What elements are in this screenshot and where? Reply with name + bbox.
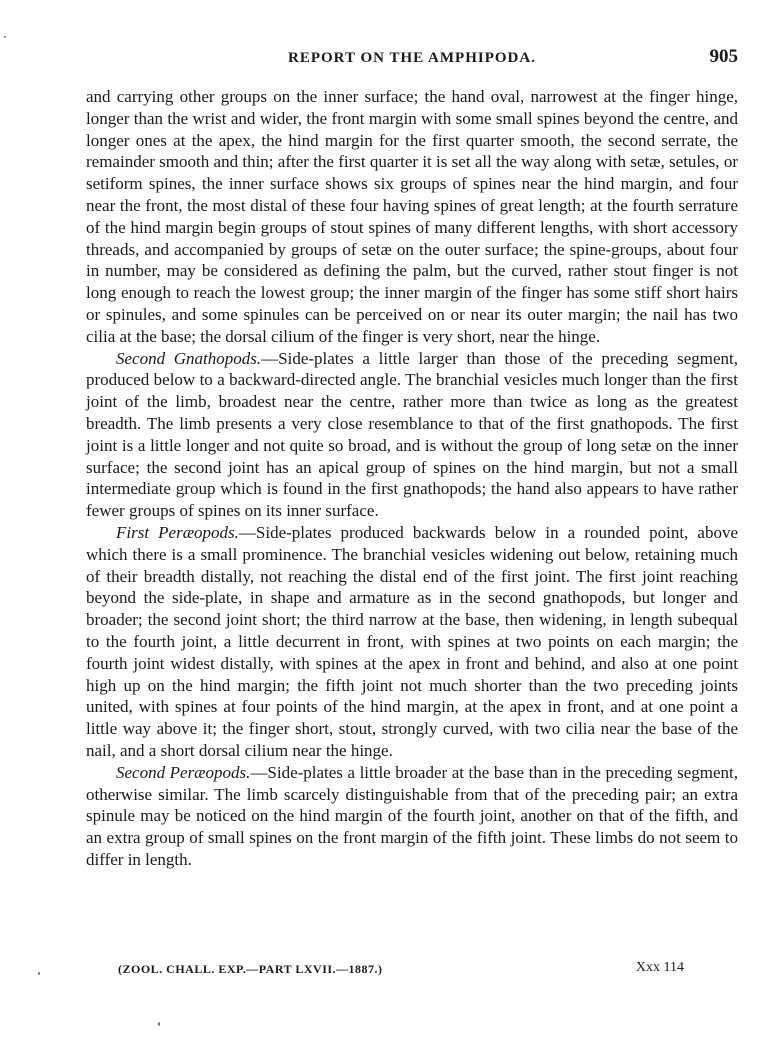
paragraph-text: —Side-plates produced backwards below in a rounded point, above which there is a small prominence. The branchial vesicles widening out below, retaining much of their breadth distally, not reaching the distal end of the first joint. The first joint reaching beyond the side-plate, in shape and armature as in the second gnathopods, but longer and broader; the second joint short; the third narrow at the base, then widening, in length subequal to the fourth joint, a little decurrent in front, with spines at two points on each margin; the fourth joint widest distally, with spines at the apex in front and behind, and also at one point high up on the hind margin; the fifth joint not much shorter than the two preceding joints united, with spines at four points of the hind margin, at the apex in front, and at one point a little way above it; the finger short, stout, strongly curved, with two cilia near the base of the nail, and a short dorsal cilium near the hinge. <box>86 522 739 760</box>
page-header <box>86 44 738 70</box>
scan-speck <box>4 36 6 38</box>
paragraph-text: —Side-plates a little broader at the base than in the preceding segment, otherwise similar. The limb scarcely distinguishable from that of the preceding pair; an extra spinule may be noticed on the hind margin of the fourth joint, another on that of the fifth, and an extra group of small spines on the front margin of the fifth joint. These limbs do not seem to differ in length. <box>86 762 738 869</box>
scan-speck <box>38 972 40 975</box>
scan-speck <box>158 1022 160 1026</box>
section-caption: Second Gnathopods. <box>116 348 262 368</box>
footer-signature-note: (ZOOL. CHALL. EXP.—PART LXVII.—1887.) <box>118 962 383 976</box>
section-caption: Second Peræopods. <box>116 762 251 782</box>
page-footer <box>118 960 684 982</box>
paragraph-second-gnathopods <box>86 348 738 522</box>
paragraph-text: and carrying other groups on the inner surface; the hand oval, narrowest at the finger hinge, longer than the wrist and wider, the front margin with some small spines beyond the centre, and longer ones at the apex, the hind margin for the first quarter smooth, the second serrate, the remainder smooth and thin; after the first quarter it is set all the way along with setæ, setules, or setiform spines, the inner surface shows six groups of spines near the hind margin, and four near the front, the most distal of these four having spines of great length; at the fourth serrature of the hind margin begin groups of stout spines of many different lengths, with short accessory threads, and accompanied by groups of setæ on the outer surface; the spine-groups, about four in number, may be considered as defining the palm, but the curved, rather stout finger is not long enough to reach the lowest group; the inner margin of the finger has some stiff short hairs or spinules, and some spinules can be perceived on or near its outer margin; the nail has two cilia at the base; the dorsal cilium of the finger is very short, near the hinge. <box>86 87 738 346</box>
paragraph-text: —Side-plates a little larger than those of the preceding segment, produced below to a backward-directed angle. The branchial vesicles much longer than the first joint of the limb, broadest near the centre, rather more than twice as long as the greatest breadth. The limb presents a very close resemblance to that of the first gnathopods. The first joint is a little longer and not quite so broad, and is without the group of long setæ on the inner surface; the second joint has an apical group of spines on the hind margin, but not a small intermediate group which is found in the first gnathopods; the hand also appears to have rather fewer groups of spines on its inner surface. <box>86 348 738 521</box>
page-number: 905 <box>709 46 738 67</box>
running-title: REPORT ON THE AMPHIPODA. <box>288 50 536 66</box>
footer-signature-mark: Xxx 114 <box>635 960 684 975</box>
section-caption: First Peræopods. <box>116 522 239 542</box>
paragraph-second-peraeopods <box>86 762 738 871</box>
paragraph-continued <box>86 86 738 348</box>
paragraph-first-peraeopods <box>86 522 738 762</box>
body-text <box>86 86 738 871</box>
